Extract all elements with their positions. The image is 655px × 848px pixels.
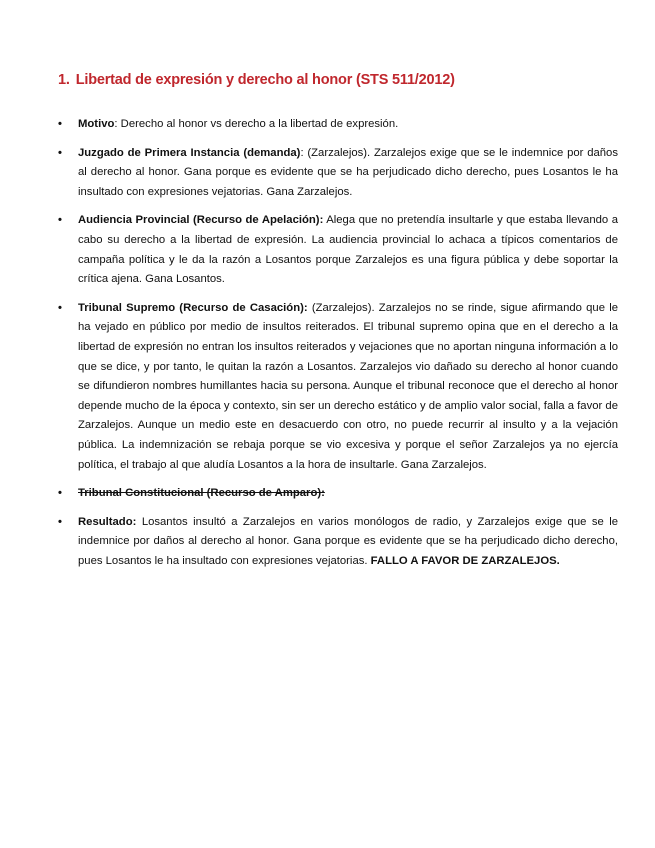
list-item-resultado [58,513,618,572]
bullet-icon: • [58,487,62,500]
list-item-motivo [58,115,618,135]
item-text: Alega que no pretendía insultarle y que estaba llevando a cabo su derecho a la libertad de expresión. La audiencia provincial lo achaca a típicos comentarios de campaña política y le da la razón a Losantos porque Zarzalejos es una figura pública y debe soportar la crítica ajena. Gana Losantos. [78,214,618,286]
list-item-tribunal-constitucional [58,484,618,504]
item-label-separator: : [114,118,118,130]
item-label: Motivo [78,118,115,130]
list-item-audiencia-provincial [58,211,618,289]
section-number: 1. [58,72,70,88]
bullet-icon: • [58,118,62,130]
item-text: Losantos insultó a Zarzalejos en varios monólogos de radio, y Zarzalejos exige que se le indemnice por daños al derecho al honor. Gana porque es evidente que se ha perjudicado dicho derecho, pues Losantos le ha insultado con expresiones vejatorias. [78,515,618,567]
item-label: Audiencia Provincial (Recurso de Apelación): [78,214,324,227]
bullet-icon: • [58,301,62,314]
bullet-icon: • [58,515,62,528]
section-title: Libertad de expresión y derecho al honor (STS 511/2012) [75,72,455,88]
item-text: (Zarzalejos). Zarzalejos no se rinde, sigue afirmando que le ha vejado en público por medio de insultos reiterados. El tribunal supremo opina que en el derecho a la libertad de expresión no entran los insultos reiterados y vejaciones que no aportan ninguna información a lo que se dice, y por tanto, le quitan la razón a Losantos. Zarzalejos vio dañado su derecho al honor cuando se difundieron nombres humillantes hacia su persona. Aunque el tribunal reconoce que el derecho al honor depende mucho de la época y contexto, sin ser un derecho estático y de amplio valor social, falla a favor de Zarzalejos. Aunque un medio este en desacuerdo con otro, no puede recurrir al insulto y a la vejación pública. La indemnización se rebaja porque se vio excesiva y porque el señor Zarzalejos ya no ejercía política, el trabajo al que aludía Losantos a la hora de insultarle. Gana Zarzalejos. [78,301,618,471]
item-text: (Zarzalejos). Zarzalejos exige que se le indemnice por daños al derecho al honor. Gana porque es evidente que se ha perjudicado dicho derecho, pues Losantos le ha insultado con expresiones vejatorias. Gana Zarzalejos. [78,146,618,198]
item-label: Resultado: [78,515,137,528]
item-label: Tribunal Constitucional (Recurso de Amparo): [78,487,325,500]
bullet-list [58,115,618,580]
item-text: Derecho al honor vs derecho a la libertad de expresión. [117,118,399,130]
item-label: Juzgado de Primera Instancia (demanda) [78,146,301,159]
list-item-tribunal-supremo [58,299,618,475]
list-item-primera-instancia [58,144,618,203]
bullet-icon: • [58,146,62,159]
section-heading [58,72,455,88]
item-label: Tribunal Supremo (Recurso de Casación): [78,301,308,314]
verdict-text: FALLO A FAVOR DE ZARZALEJOS. [370,554,560,567]
item-label-separator: : [300,146,304,159]
bullet-icon: • [58,214,62,227]
